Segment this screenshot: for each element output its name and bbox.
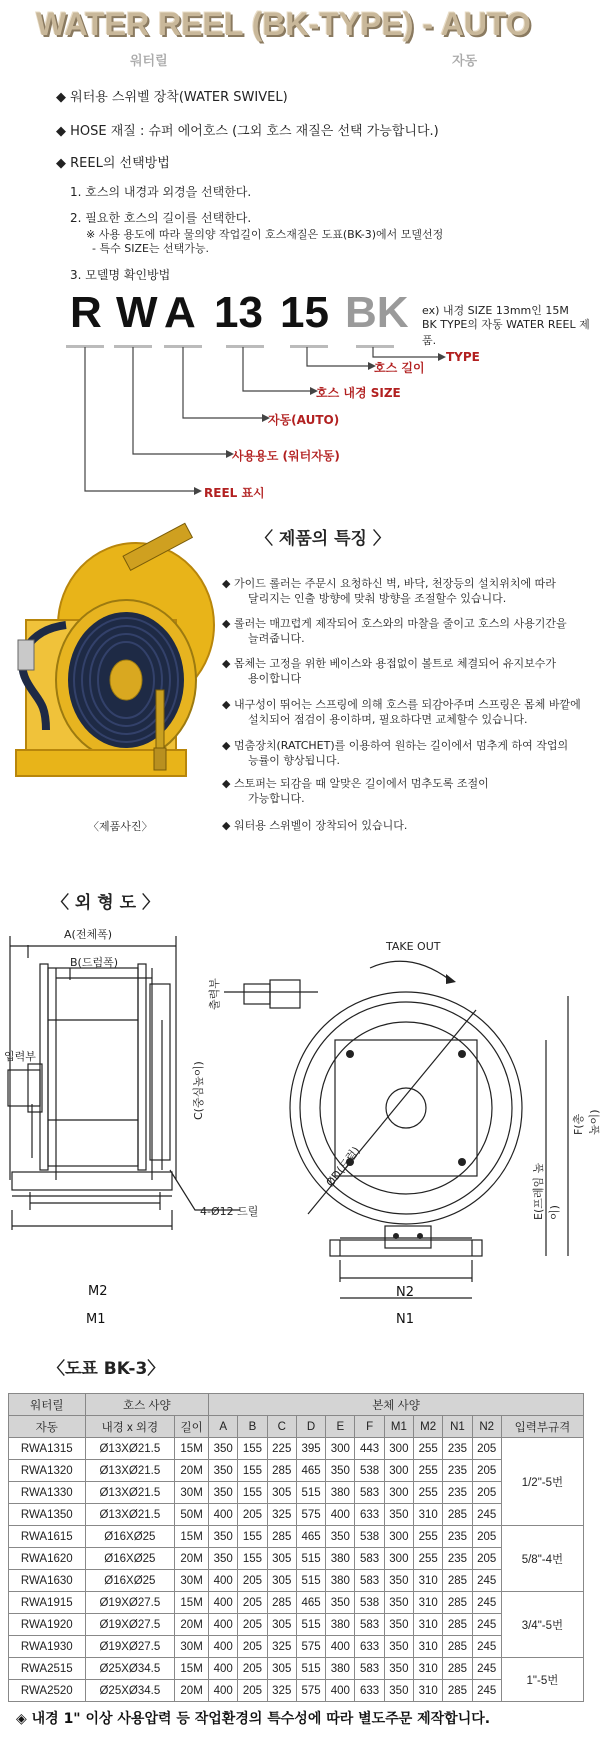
table-cell: 225 — [267, 1438, 296, 1460]
table-cell: 400 — [209, 1592, 238, 1614]
table-cell: 155 — [238, 1526, 267, 1548]
table-cell: 325 — [267, 1636, 296, 1658]
table-row — [9, 1636, 584, 1658]
table-cell: 245 — [472, 1592, 501, 1614]
step-2-note-special: - 특수 SIZE는 선택가능. — [92, 242, 210, 255]
table-header-cell: A — [209, 1416, 238, 1438]
table-cell: 155 — [238, 1438, 267, 1460]
table-cell: 380 — [326, 1570, 355, 1592]
table-cell: RWA2515 — [9, 1658, 86, 1680]
table-cell: 285 — [443, 1680, 472, 1702]
table-cell: 235 — [443, 1438, 472, 1460]
table-row — [9, 1548, 584, 1570]
code-length: 15 — [280, 288, 329, 337]
table-cell: 205 — [238, 1636, 267, 1658]
table-row — [9, 1614, 584, 1636]
table-cell: 515 — [296, 1548, 325, 1570]
table-cell: 380 — [326, 1658, 355, 1680]
table-cell: 350 — [209, 1460, 238, 1482]
table-cell: 515 — [296, 1570, 325, 1592]
table-cell: 400 — [209, 1614, 238, 1636]
table-cell: 400 — [209, 1680, 238, 1702]
table-header-row — [9, 1394, 584, 1416]
table-cell: 310 — [414, 1658, 443, 1680]
table-cell: Ø16XØ25 — [85, 1570, 175, 1592]
step-3: 3. 모델명 확인방법 — [70, 268, 171, 282]
table-cell-inlet-spec: 1"-5번 — [501, 1658, 583, 1702]
table-cell: 325 — [267, 1680, 296, 1702]
code-type: BK — [345, 288, 409, 337]
table-cell: 205 — [238, 1614, 267, 1636]
table-cell: 350 — [209, 1482, 238, 1504]
table-header-row — [9, 1416, 584, 1438]
dim-m1: M1 — [86, 1312, 106, 1327]
label-hose-length: 호스 길이 — [374, 361, 425, 375]
table-cell: 235 — [443, 1460, 472, 1482]
table-cell-inlet-spec: 3/4"-5번 — [501, 1592, 583, 1658]
feature-line: 설치되어 점검이 용이하며, 필요하다면 교체할수 있습니다. — [248, 713, 528, 726]
features-heading: 〈 제품의 특징 〉 — [256, 529, 390, 549]
table-row — [9, 1438, 584, 1460]
table-cell: 538 — [355, 1592, 384, 1614]
table-cell-inlet-spec: 5/8"-4번 — [501, 1526, 583, 1592]
table-cell: 155 — [238, 1460, 267, 1482]
table-row — [9, 1680, 584, 1702]
table-cell: 245 — [472, 1680, 501, 1702]
table-cell: 285 — [443, 1570, 472, 1592]
table-cell: 583 — [355, 1482, 384, 1504]
feature-line: 용이합니다 — [248, 672, 302, 685]
label-reel: REEL 표시 — [204, 486, 265, 500]
table-header-cell: 입력부규격 — [501, 1416, 583, 1438]
label-type: TYPE — [446, 350, 480, 364]
table-cell: Ø13XØ21.5 — [85, 1504, 175, 1526]
table-cell: 305 — [267, 1570, 296, 1592]
table-cell: 443 — [355, 1438, 384, 1460]
table-cell: 15M — [175, 1526, 209, 1548]
feature-line: ◆ 워터용 스위벨이 장착되어 있습니다. — [222, 819, 408, 832]
table-cell: 305 — [267, 1658, 296, 1680]
table-heading: 〈도표 BK-3〉 — [48, 1359, 165, 1379]
table-cell: 20M — [175, 1680, 209, 1702]
table-cell: 583 — [355, 1658, 384, 1680]
table-cell: Ø16XØ25 — [85, 1526, 175, 1548]
table-header-cell: M2 — [414, 1416, 443, 1438]
dim-d: ØD(드럼) — [323, 1144, 363, 1190]
table-cell: 310 — [414, 1592, 443, 1614]
table-cell: 350 — [384, 1592, 413, 1614]
step-1: 1. 호스의 내경과 외경을 선택한다. — [70, 185, 252, 199]
table-cell: 285 — [267, 1460, 296, 1482]
feature-line: ◆ 내구성이 뛰어는 스프링에 의해 호스를 되감아주며 스프링은 몸체 바깥에 — [222, 698, 581, 711]
label-usage: 사용용도 (워터자동) — [232, 449, 340, 463]
table-header-cell: M1 — [384, 1416, 413, 1438]
label-outlet: 출력부 — [208, 978, 221, 1010]
table-header-cell: 내경 x 외경 — [85, 1416, 175, 1438]
table-cell: 305 — [267, 1548, 296, 1570]
table-cell: 300 — [384, 1526, 413, 1548]
table-cell: 633 — [355, 1636, 384, 1658]
table-cell: 205 — [238, 1504, 267, 1526]
table-cell: RWA1920 — [9, 1614, 86, 1636]
dim-c: C(중심높이) — [192, 1061, 205, 1120]
subtitle-auto: 자동 — [452, 54, 478, 69]
table-cell: 400 — [209, 1504, 238, 1526]
table-cell: 575 — [296, 1636, 325, 1658]
table-cell: 205 — [472, 1482, 501, 1504]
table-cell: 30M — [175, 1482, 209, 1504]
table-cell: RWA1350 — [9, 1504, 86, 1526]
table-cell: 205 — [238, 1680, 267, 1702]
table-cell: Ø19XØ27.5 — [85, 1592, 175, 1614]
table-row — [9, 1526, 584, 1548]
table-row — [9, 1592, 584, 1614]
table-header-cell: 본체 사양 — [209, 1394, 584, 1416]
table-cell: 310 — [414, 1636, 443, 1658]
table-cell: 538 — [355, 1526, 384, 1548]
table-cell: 305 — [267, 1482, 296, 1504]
label-inlet: 입력부 — [4, 1050, 36, 1063]
feature-item — [222, 697, 581, 727]
table-row — [9, 1460, 584, 1482]
table-cell: 350 — [209, 1438, 238, 1460]
dim-a: A(전체폭) — [64, 928, 112, 941]
table-cell: 15M — [175, 1438, 209, 1460]
table-cell: RWA1315 — [9, 1438, 86, 1460]
table-cell: 350 — [384, 1570, 413, 1592]
table-cell: RWA1915 — [9, 1592, 86, 1614]
table-cell: 20M — [175, 1548, 209, 1570]
dim-n2: N2 — [396, 1285, 414, 1300]
table-cell: 50M — [175, 1504, 209, 1526]
table-row — [9, 1570, 584, 1592]
table-cell: 255 — [414, 1526, 443, 1548]
table-cell: Ø25XØ34.5 — [85, 1680, 175, 1702]
dim-b: B(드럼폭) — [70, 956, 119, 969]
table-cell: 15M — [175, 1658, 209, 1680]
table-cell: 205 — [238, 1570, 267, 1592]
table-cell: 310 — [414, 1680, 443, 1702]
table-cell: 310 — [414, 1504, 443, 1526]
table-cell: 350 — [384, 1614, 413, 1636]
table-cell: 15M — [175, 1592, 209, 1614]
table-cell: 205 — [472, 1460, 501, 1482]
table-cell: 400 — [209, 1636, 238, 1658]
table-cell: RWA1615 — [9, 1526, 86, 1548]
feature-line: ◆ 몸체는 고정을 위한 베이스와 용접없이 볼트로 체결되어 유지보수가 — [222, 657, 556, 670]
table-cell: 310 — [414, 1614, 443, 1636]
table-cell: Ø19XØ27.5 — [85, 1636, 175, 1658]
table-cell: 285 — [267, 1526, 296, 1548]
table-cell: 300 — [384, 1548, 413, 1570]
table-header-cell: N1 — [443, 1416, 472, 1438]
table-cell: 155 — [238, 1482, 267, 1504]
table-cell: 255 — [414, 1548, 443, 1570]
table-cell: 235 — [443, 1482, 472, 1504]
table-cell: 380 — [326, 1548, 355, 1570]
table-cell: 350 — [326, 1526, 355, 1548]
table-cell: RWA1620 — [9, 1548, 86, 1570]
table-cell: Ø13XØ21.5 — [85, 1438, 175, 1460]
bullet-hose-material: ◆ HOSE 재질 : 슈퍼 에어호스 (그외 호스 재질은 선택 가능합니다.) — [56, 124, 439, 139]
table-header-cell: C — [267, 1416, 296, 1438]
code-a: A — [164, 288, 196, 337]
table-header-cell: 호스 사양 — [85, 1394, 208, 1416]
table-cell: 20M — [175, 1460, 209, 1482]
spec-table — [8, 1393, 584, 1702]
table-cell: 300 — [384, 1438, 413, 1460]
table-cell: 30M — [175, 1636, 209, 1658]
feature-line: 가능합니다. — [248, 792, 305, 805]
table-body — [9, 1438, 584, 1702]
step-2-note: ※ 사용 용도에 따라 물의양 작업길이 호스재질은 도표(BK-3)에서 모델선정 — [86, 228, 444, 241]
table-cell: 305 — [267, 1614, 296, 1636]
feature-item — [222, 738, 568, 768]
table-cell: 310 — [414, 1570, 443, 1592]
table-cell: RWA2520 — [9, 1680, 86, 1702]
feature-line: ◆ 스토퍼는 되감을 때 알맞은 길이에서 멈추도록 조절이 — [222, 777, 489, 790]
table-cell: 285 — [443, 1614, 472, 1636]
table-row — [9, 1482, 584, 1504]
table-header-cell: 워터릴 — [9, 1394, 86, 1416]
label-hose-size: 호스 내경 SIZE — [316, 386, 401, 400]
table-cell: 633 — [355, 1680, 384, 1702]
table-cell: RWA1330 — [9, 1482, 86, 1504]
feature-line: 달리지는 인출 방향에 맞춰 방향을 조절할수 있습니다. — [248, 592, 507, 605]
table-cell: Ø19XØ27.5 — [85, 1614, 175, 1636]
table-row — [9, 1504, 584, 1526]
table-cell: 350 — [384, 1636, 413, 1658]
table-cell: 350 — [384, 1504, 413, 1526]
step-2: 2. 필요한 호스의 길이를 선택한다. — [70, 211, 252, 225]
table-cell: 205 — [238, 1592, 267, 1614]
table-cell: 575 — [296, 1680, 325, 1702]
table-cell: 583 — [355, 1570, 384, 1592]
code-r: R — [70, 288, 102, 337]
table-cell: 325 — [267, 1504, 296, 1526]
feature-item — [222, 616, 567, 646]
feature-line: ◆ 롤러는 매끄럽게 제작되어 호스와의 마찰을 줄이고 호스의 사용기간을 — [222, 617, 567, 630]
dim-m2: M2 — [88, 1284, 108, 1299]
table-cell: 515 — [296, 1614, 325, 1636]
feature-line: ◆ 멈춤장치(RATCHET)를 이용하여 원하는 길이에서 멈추게 하여 작업의 — [222, 739, 569, 752]
table-cell: 285 — [443, 1592, 472, 1614]
table-cell: 400 — [209, 1570, 238, 1592]
table-cell: Ø13XØ21.5 — [85, 1460, 175, 1482]
dim-n1: N1 — [396, 1312, 414, 1327]
table-row — [9, 1658, 584, 1680]
table-header-cell: 길이 — [175, 1416, 209, 1438]
table-cell: Ø16XØ25 — [85, 1548, 175, 1570]
table-cell: 285 — [443, 1636, 472, 1658]
code-size: 13 — [214, 288, 263, 337]
dim-holes: 4-Ø12 드릴 — [200, 1205, 259, 1218]
table-cell: 285 — [267, 1592, 296, 1614]
table-cell: 538 — [355, 1460, 384, 1482]
table-cell: RWA1930 — [9, 1636, 86, 1658]
outline-drawing — [0, 910, 598, 1340]
table-cell: 350 — [326, 1460, 355, 1482]
photo-caption: 〈제품사진〉 — [88, 820, 153, 833]
feature-line: 능률이 향상됩니다. — [248, 754, 341, 767]
feature-line: 늘려줍니다. — [248, 632, 305, 645]
table-cell: 400 — [326, 1504, 355, 1526]
table-header-cell: F — [355, 1416, 384, 1438]
table-cell: 285 — [443, 1504, 472, 1526]
table-cell: 515 — [296, 1658, 325, 1680]
model-example-1: ex) 내경 SIZE 13mm인 15M — [422, 304, 569, 317]
table-cell: 245 — [472, 1658, 501, 1680]
table-cell: 575 — [296, 1504, 325, 1526]
table-cell: 245 — [472, 1504, 501, 1526]
table-cell: 380 — [326, 1482, 355, 1504]
bullet-swivel: ◆ 워터용 스위벨 장착(WATER SWIVEL) — [56, 90, 288, 105]
table-cell: 465 — [296, 1460, 325, 1482]
feature-item — [222, 818, 407, 833]
table-cell-inlet-spec: 1/2"-5번 — [501, 1438, 583, 1526]
table-cell: 245 — [472, 1614, 501, 1636]
table-cell: 205 — [472, 1526, 501, 1548]
dim-e: E(프레임 높이) — [532, 1162, 561, 1220]
model-example-2: BK TYPE의 자동 WATER REEL 제품. — [422, 318, 590, 347]
table-cell: 300 — [384, 1460, 413, 1482]
table-cell: 245 — [472, 1570, 501, 1592]
table-cell: 205 — [472, 1548, 501, 1570]
table-cell: 255 — [414, 1438, 443, 1460]
table-cell: 155 — [238, 1548, 267, 1570]
table-cell: 350 — [384, 1658, 413, 1680]
table-cell: 583 — [355, 1548, 384, 1570]
feature-item — [222, 776, 489, 806]
table-header-cell: B — [238, 1416, 267, 1438]
table-cell: 465 — [296, 1526, 325, 1548]
table-cell: 255 — [414, 1460, 443, 1482]
label-auto: 자동(AUTO) — [268, 413, 340, 427]
table-header-cell: N2 — [472, 1416, 501, 1438]
feature-line: ◆ 가이드 롤러는 주문시 요청하신 벽, 바닥, 천장등의 설치위치에 따라 — [222, 577, 556, 590]
table-cell: 205 — [238, 1658, 267, 1680]
subtitle-water-reel: 워터릴 — [130, 54, 168, 69]
dim-f: F(총높이) — [572, 1109, 601, 1135]
feature-item — [222, 656, 556, 686]
table-cell: 245 — [472, 1636, 501, 1658]
bullet-selection-method: ◆ REEL의 선택방법 — [56, 156, 170, 171]
table-cell: 350 — [326, 1592, 355, 1614]
table-cell: 350 — [209, 1548, 238, 1570]
table-cell: 30M — [175, 1570, 209, 1592]
table-cell: 350 — [384, 1680, 413, 1702]
table-cell: 400 — [209, 1658, 238, 1680]
table-cell: 235 — [443, 1548, 472, 1570]
table-cell: 515 — [296, 1482, 325, 1504]
footer-note: ◈ 내경 1" 이상 사용압력 등 작업환경의 특수성에 따라 별도주문 제작합니다. — [16, 1711, 491, 1727]
table-cell: RWA1630 — [9, 1570, 86, 1592]
table-cell: 300 — [384, 1482, 413, 1504]
table-cell: 285 — [443, 1658, 472, 1680]
table-cell: 400 — [326, 1636, 355, 1658]
table-cell: RWA1320 — [9, 1460, 86, 1482]
outline-heading: 〈 외 형 도 〉 — [52, 893, 159, 913]
code-w: W — [116, 288, 158, 337]
table-cell: 583 — [355, 1614, 384, 1636]
page-title: WATER REEL (BK-TYPE) - AUTO — [36, 6, 531, 42]
product-photo — [6, 530, 216, 800]
table-cell: 633 — [355, 1504, 384, 1526]
table-cell: 395 — [296, 1438, 325, 1460]
table-cell: 235 — [443, 1526, 472, 1548]
table-cell: 300 — [326, 1438, 355, 1460]
table-header-cell: E — [326, 1416, 355, 1438]
table-cell: 380 — [326, 1614, 355, 1636]
table-header-cell: D — [296, 1416, 325, 1438]
label-take-out: TAKE OUT — [386, 940, 441, 953]
table-header-cell: 자동 — [9, 1416, 86, 1438]
table-cell: 350 — [209, 1526, 238, 1548]
table-cell: Ø13XØ21.5 — [85, 1482, 175, 1504]
table-cell: 400 — [326, 1680, 355, 1702]
table-cell: 465 — [296, 1592, 325, 1614]
table-cell: 205 — [472, 1438, 501, 1460]
table-cell: Ø25XØ34.5 — [85, 1658, 175, 1680]
table-cell: 255 — [414, 1482, 443, 1504]
feature-item — [222, 576, 556, 606]
table-cell: 20M — [175, 1614, 209, 1636]
